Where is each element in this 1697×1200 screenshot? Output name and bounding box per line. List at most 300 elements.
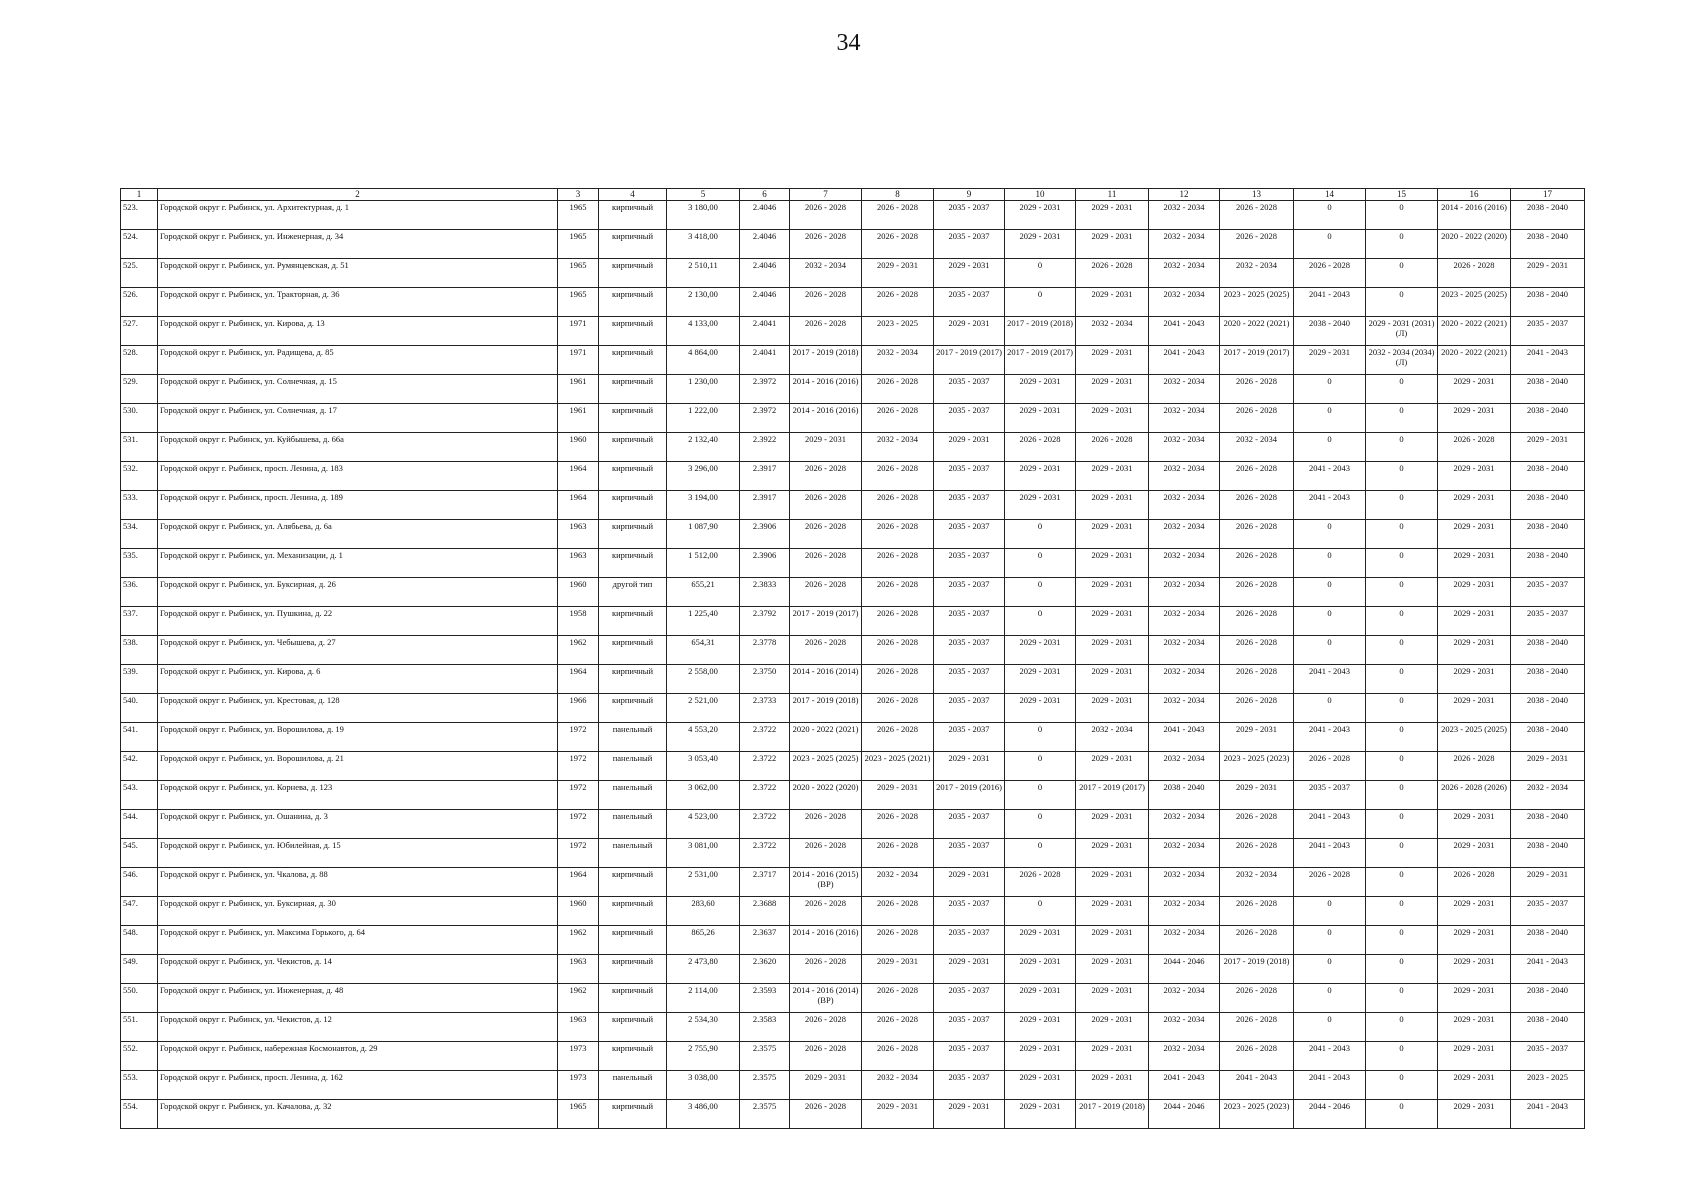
row-number-cell: 527. bbox=[121, 317, 158, 346]
row-number-cell: 534. bbox=[121, 520, 158, 549]
table-cell: 2029 - 2031 bbox=[1005, 375, 1076, 404]
column-header: 3 bbox=[558, 189, 599, 201]
table-cell: 2026 - 2028 bbox=[1294, 752, 1366, 781]
table-cell: 2032 - 2034 bbox=[1149, 926, 1220, 955]
table-cell: кирпичный bbox=[599, 433, 667, 462]
table-cell: 2.3917 bbox=[740, 462, 790, 491]
table-cell: 0 bbox=[1005, 752, 1076, 781]
table-cell: 2026 - 2028 bbox=[1438, 259, 1511, 288]
table-cell: 2029 - 2031 bbox=[1005, 491, 1076, 520]
table-cell: 1973 bbox=[558, 1042, 599, 1071]
table-row bbox=[121, 926, 1585, 955]
table-cell: 2029 - 2031 bbox=[1438, 955, 1511, 984]
table-cell: 2026 - 2028 bbox=[1220, 636, 1294, 665]
table-cell: 2029 - 2031 bbox=[1076, 491, 1149, 520]
table-cell: 0 bbox=[1366, 781, 1438, 810]
table-cell: 2026 - 2028 bbox=[790, 549, 862, 578]
table-cell: 2029 - 2031 bbox=[934, 868, 1005, 897]
table-cell: 1 225,40 bbox=[667, 607, 740, 636]
table-cell: 2026 - 2028 bbox=[1076, 259, 1149, 288]
table-cell: 2035 - 2037 bbox=[934, 636, 1005, 665]
row-number-cell: 529. bbox=[121, 375, 158, 404]
table-cell: 1960 bbox=[558, 578, 599, 607]
row-number-cell: 544. bbox=[121, 810, 158, 839]
table-cell: 2029 - 2031 bbox=[1438, 897, 1511, 926]
table-cell: 2038 - 2040 bbox=[1511, 549, 1585, 578]
table-cell: 1963 bbox=[558, 520, 599, 549]
address-cell: Городской округ г. Рыбинск, ул. Крестовая, д. 128 bbox=[158, 694, 558, 723]
table-cell: 1965 bbox=[558, 259, 599, 288]
table-cell: 2029 - 2031 bbox=[1005, 404, 1076, 433]
table-cell: 2029 - 2031 bbox=[1076, 897, 1149, 926]
table-cell: 2020 - 2022 (2021) bbox=[790, 723, 862, 752]
table-cell: 2020 - 2022 (2021) bbox=[1220, 317, 1294, 346]
table-cell: кирпичный bbox=[599, 375, 667, 404]
table-cell: 2.3688 bbox=[740, 897, 790, 926]
table-cell: 3 296,00 bbox=[667, 462, 740, 491]
address-cell: Городской округ г. Рыбинск, ул. Пушкина, д. 22 bbox=[158, 607, 558, 636]
table-cell: 2026 - 2028 bbox=[862, 636, 934, 665]
address-cell: Городской округ г. Рыбинск, ул. Буксирная, д. 30 bbox=[158, 897, 558, 926]
address-cell: Городской округ г. Рыбинск, ул. Максима Горького, д. 64 bbox=[158, 926, 558, 955]
row-number-cell: 525. bbox=[121, 259, 158, 288]
table-cell: 2029 - 2031 (2031) (Л) bbox=[1366, 317, 1438, 346]
table-cell: 2032 - 2034 bbox=[1149, 984, 1220, 1013]
table-cell: 2044 - 2046 bbox=[1149, 1100, 1220, 1129]
table-cell: кирпичный bbox=[599, 201, 667, 230]
table-row bbox=[121, 984, 1585, 1013]
table-cell: 2029 - 2031 bbox=[1005, 1100, 1076, 1129]
table-cell: 2029 - 2031 bbox=[1076, 549, 1149, 578]
table-cell: 2041 - 2043 bbox=[1511, 346, 1585, 375]
table-cell: 2026 - 2028 bbox=[790, 520, 862, 549]
table-cell: 2029 - 2031 bbox=[1076, 462, 1149, 491]
table-cell: 2035 - 2037 bbox=[934, 520, 1005, 549]
table-cell: кирпичный bbox=[599, 1042, 667, 1071]
address-cell: Городской округ г. Рыбинск, ул. Механизации, д. 1 bbox=[158, 549, 558, 578]
table-cell: 2014 - 2016 (2014) (ВР) bbox=[790, 984, 862, 1013]
table-cell: 0 bbox=[1294, 230, 1366, 259]
table-cell: 2 521,00 bbox=[667, 694, 740, 723]
table-cell: кирпичный bbox=[599, 462, 667, 491]
table-cell: 2026 - 2028 bbox=[1220, 230, 1294, 259]
table-cell: 2026 - 2028 bbox=[1438, 752, 1511, 781]
table-cell: 0 bbox=[1366, 230, 1438, 259]
table-cell: 2026 - 2028 bbox=[862, 607, 934, 636]
table-cell: кирпичный bbox=[599, 955, 667, 984]
row-number-cell: 532. bbox=[121, 462, 158, 491]
table-cell: 3 053,40 bbox=[667, 752, 740, 781]
table-cell: 0 bbox=[1366, 752, 1438, 781]
table-cell: 2026 - 2028 bbox=[1220, 926, 1294, 955]
table-cell: 2029 - 2031 bbox=[1438, 1013, 1511, 1042]
table-cell: 2032 - 2034 bbox=[1149, 897, 1220, 926]
table-cell: 1972 bbox=[558, 723, 599, 752]
table-cell: 2035 - 2037 bbox=[1511, 607, 1585, 636]
table-cell: кирпичный bbox=[599, 520, 667, 549]
table-cell: 2026 - 2028 bbox=[790, 897, 862, 926]
table-cell: 0 bbox=[1005, 520, 1076, 549]
table-cell: 2.4041 bbox=[740, 346, 790, 375]
table-cell: 2017 - 2019 (2017) bbox=[934, 346, 1005, 375]
table-cell: 0 bbox=[1366, 1100, 1438, 1129]
address-cell: Городской округ г. Рыбинск, просп. Ленина, д. 162 bbox=[158, 1071, 558, 1100]
address-cell: Городской округ г. Рыбинск, ул. Солнечная, д. 17 bbox=[158, 404, 558, 433]
address-cell: Городской округ г. Рыбинск, ул. Чкалова, д. 88 bbox=[158, 868, 558, 897]
table-cell: 0 bbox=[1294, 607, 1366, 636]
row-number-cell: 551. bbox=[121, 1013, 158, 1042]
table-cell: 2038 - 2040 bbox=[1511, 926, 1585, 955]
table-cell: 2041 - 2043 bbox=[1149, 1071, 1220, 1100]
address-cell: Городской округ г. Рыбинск, ул. Алябьева, д. 6а bbox=[158, 520, 558, 549]
table-cell: 2026 - 2028 bbox=[862, 839, 934, 868]
table-cell: 2029 - 2031 bbox=[1076, 288, 1149, 317]
table-cell: 2041 - 2043 bbox=[1511, 955, 1585, 984]
table-cell: 2029 - 2031 bbox=[934, 1100, 1005, 1129]
table-cell: 2035 - 2037 bbox=[934, 1013, 1005, 1042]
table-cell: 2038 - 2040 bbox=[1511, 462, 1585, 491]
table-cell: 2044 - 2046 bbox=[1149, 955, 1220, 984]
table-cell: 2029 - 2031 bbox=[1005, 462, 1076, 491]
table-cell: 2017 - 2019 (2016) bbox=[934, 781, 1005, 810]
table-cell: 2041 - 2043 bbox=[1294, 665, 1366, 694]
table-row bbox=[121, 549, 1585, 578]
table-cell: 2026 - 2028 bbox=[862, 1042, 934, 1071]
table-cell: 2038 - 2040 bbox=[1511, 491, 1585, 520]
table-cell: 2029 - 2031 bbox=[1076, 520, 1149, 549]
table-cell: 0 bbox=[1366, 1042, 1438, 1071]
table-cell: 4 553,20 bbox=[667, 723, 740, 752]
schedule-table-wrapper bbox=[120, 188, 1584, 1129]
table-cell: 4 864,00 bbox=[667, 346, 740, 375]
column-header: 1 bbox=[121, 189, 158, 201]
row-number-cell: 554. bbox=[121, 1100, 158, 1129]
table-cell: 2026 - 2028 bbox=[790, 1013, 862, 1042]
table-cell: 2041 - 2043 bbox=[1149, 346, 1220, 375]
table-cell: 2026 - 2028 bbox=[1220, 839, 1294, 868]
table-cell: 2029 - 2031 bbox=[1076, 346, 1149, 375]
table-row bbox=[121, 462, 1585, 491]
address-cell: Городской округ г. Рыбинск, ул. Чебышева, д. 27 bbox=[158, 636, 558, 665]
table-row bbox=[121, 1100, 1585, 1129]
table-cell: 2032 - 2034 bbox=[1076, 723, 1149, 752]
table-cell: 2029 - 2031 bbox=[1076, 578, 1149, 607]
table-cell: 1964 bbox=[558, 868, 599, 897]
address-cell: Городской округ г. Рыбинск, ул. Ворошилова, д. 21 bbox=[158, 752, 558, 781]
row-number-cell: 552. bbox=[121, 1042, 158, 1071]
table-cell: 2032 - 2034 bbox=[862, 868, 934, 897]
table-cell: 2029 - 2031 bbox=[1438, 636, 1511, 665]
table-cell: 2032 - 2034 bbox=[1149, 810, 1220, 839]
table-cell: 2035 - 2037 bbox=[934, 491, 1005, 520]
table-cell: 2026 - 2028 bbox=[790, 491, 862, 520]
table-cell: 0 bbox=[1005, 781, 1076, 810]
table-cell: 2038 - 2040 bbox=[1294, 317, 1366, 346]
address-cell: Городской округ г. Рыбинск, ул. Тракторная, д. 36 bbox=[158, 288, 558, 317]
table-cell: кирпичный bbox=[599, 491, 667, 520]
table-cell: 2.3906 bbox=[740, 520, 790, 549]
table-row bbox=[121, 578, 1585, 607]
table-row bbox=[121, 375, 1585, 404]
table-cell: 1960 bbox=[558, 433, 599, 462]
table-cell: 2038 - 2040 bbox=[1511, 810, 1585, 839]
table-cell: 2032 - 2034 bbox=[1149, 462, 1220, 491]
table-cell: 0 bbox=[1366, 520, 1438, 549]
table-cell: 2029 - 2031 bbox=[1076, 1071, 1149, 1100]
table-cell: 2038 - 2040 bbox=[1511, 694, 1585, 723]
table-cell: 2 755,90 bbox=[667, 1042, 740, 1071]
table-cell: 2029 - 2031 bbox=[1076, 201, 1149, 230]
table-cell: 1971 bbox=[558, 317, 599, 346]
table-body bbox=[121, 201, 1585, 1129]
table-cell: 2.3722 bbox=[740, 810, 790, 839]
table-cell: 0 bbox=[1366, 810, 1438, 839]
address-cell: Городской округ г. Рыбинск, ул. Ворошилова, д. 19 bbox=[158, 723, 558, 752]
table-row bbox=[121, 955, 1585, 984]
table-cell: 2029 - 2031 bbox=[1076, 810, 1149, 839]
table-cell: 2032 - 2034 bbox=[1149, 578, 1220, 607]
table-cell: 2029 - 2031 bbox=[1005, 636, 1076, 665]
column-header: 16 bbox=[1438, 189, 1511, 201]
table-row bbox=[121, 259, 1585, 288]
table-cell: 1965 bbox=[558, 288, 599, 317]
table-row bbox=[121, 665, 1585, 694]
table-cell: кирпичный bbox=[599, 259, 667, 288]
address-cell: Городской округ г. Рыбинск, ул. Радищева, д. 85 bbox=[158, 346, 558, 375]
table-cell: 2.3620 bbox=[740, 955, 790, 984]
table-cell: 2035 - 2037 bbox=[934, 404, 1005, 433]
table-cell: 2041 - 2043 bbox=[1294, 1071, 1366, 1100]
table-cell: 2029 - 2031 bbox=[1076, 752, 1149, 781]
table-cell: 2020 - 2022 (2021) bbox=[1438, 317, 1511, 346]
table-cell: 1962 bbox=[558, 926, 599, 955]
table-cell: 2014 - 2016 (2015) (ВР) bbox=[790, 868, 862, 897]
table-cell: 1973 bbox=[558, 1071, 599, 1100]
table-cell: 2029 - 2031 bbox=[1005, 665, 1076, 694]
page-number: 34 bbox=[836, 30, 861, 56]
table-row bbox=[121, 897, 1585, 926]
table-cell: 2029 - 2031 bbox=[1076, 955, 1149, 984]
table-cell: 2038 - 2040 bbox=[1511, 839, 1585, 868]
table-cell: 2023 - 2025 (2025) bbox=[790, 752, 862, 781]
table-cell: 2041 - 2043 bbox=[1294, 839, 1366, 868]
table-cell: 0 bbox=[1366, 404, 1438, 433]
table-cell: 2038 - 2040 bbox=[1511, 984, 1585, 1013]
table-cell: 0 bbox=[1294, 955, 1366, 984]
table-cell: 1971 bbox=[558, 346, 599, 375]
table-cell: 1962 bbox=[558, 636, 599, 665]
table-cell: 2029 - 2031 bbox=[1005, 926, 1076, 955]
row-number-cell: 533. bbox=[121, 491, 158, 520]
table-cell: 3 038,00 bbox=[667, 1071, 740, 1100]
table-cell: 0 bbox=[1005, 839, 1076, 868]
table-cell: 0 bbox=[1366, 897, 1438, 926]
table-cell: 2026 - 2028 bbox=[862, 810, 934, 839]
table-cell: 2026 - 2028 bbox=[1220, 201, 1294, 230]
address-cell: Городской округ г. Рыбинск, ул. Чекистов, д. 12 bbox=[158, 1013, 558, 1042]
table-cell: 2.3750 bbox=[740, 665, 790, 694]
table-cell: 0 bbox=[1366, 462, 1438, 491]
table-cell: 2029 - 2031 bbox=[1005, 1042, 1076, 1071]
column-header: 5 bbox=[667, 189, 740, 201]
address-cell: Городской округ г. Рыбинск, ул. Чекистов, д. 14 bbox=[158, 955, 558, 984]
table-cell: 2029 - 2031 bbox=[934, 317, 1005, 346]
table-cell: 2029 - 2031 bbox=[934, 752, 1005, 781]
table-cell: 2029 - 2031 bbox=[790, 1071, 862, 1100]
table-cell: 0 bbox=[1366, 259, 1438, 288]
table-row bbox=[121, 1042, 1585, 1071]
table-cell: 2029 - 2031 bbox=[862, 955, 934, 984]
table-row bbox=[121, 694, 1585, 723]
table-cell: 2029 - 2031 bbox=[1438, 1042, 1511, 1071]
table-cell: 0 bbox=[1366, 1071, 1438, 1100]
table-cell: 2026 - 2028 bbox=[790, 839, 862, 868]
table-cell: 2029 - 2031 bbox=[1076, 694, 1149, 723]
table-cell: 1 222,00 bbox=[667, 404, 740, 433]
column-header: 7 bbox=[790, 189, 862, 201]
table-cell: 2026 - 2028 bbox=[1076, 433, 1149, 462]
row-number-cell: 531. bbox=[121, 433, 158, 462]
table-cell: 2032 - 2034 bbox=[1149, 404, 1220, 433]
table-row bbox=[121, 868, 1585, 897]
table-cell: 2035 - 2037 bbox=[934, 723, 1005, 752]
table-cell: 2.3833 bbox=[740, 578, 790, 607]
table-cell: 2029 - 2031 bbox=[1438, 404, 1511, 433]
table-cell: 2032 - 2034 bbox=[862, 1071, 934, 1100]
table-row bbox=[121, 201, 1585, 230]
table-row bbox=[121, 491, 1585, 520]
table-cell: 2032 - 2034 bbox=[1220, 259, 1294, 288]
table-cell: 2032 - 2034 (2034) (Л) bbox=[1366, 346, 1438, 375]
table-cell: 2026 - 2028 bbox=[1220, 1013, 1294, 1042]
table-cell: 0 bbox=[1366, 288, 1438, 317]
table-cell: 2032 - 2034 bbox=[1149, 694, 1220, 723]
table-cell: 2032 - 2034 bbox=[1149, 375, 1220, 404]
row-number-cell: 536. bbox=[121, 578, 158, 607]
address-cell: Городской округ г. Рыбинск, ул. Корнева, д. 123 bbox=[158, 781, 558, 810]
table-cell: 1972 bbox=[558, 781, 599, 810]
table-row bbox=[121, 723, 1585, 752]
table-cell: 283,60 bbox=[667, 897, 740, 926]
column-header: 8 bbox=[862, 189, 934, 201]
row-number-cell: 545. bbox=[121, 839, 158, 868]
table-row bbox=[121, 810, 1585, 839]
table-cell: 2029 - 2031 bbox=[1005, 1013, 1076, 1042]
table-cell: 2 130,00 bbox=[667, 288, 740, 317]
table-cell: 2035 - 2037 bbox=[1294, 781, 1366, 810]
table-cell: кирпичный bbox=[599, 230, 667, 259]
table-cell: 2041 - 2043 bbox=[1220, 1071, 1294, 1100]
table-cell: 2014 - 2016 (2016) bbox=[1438, 201, 1511, 230]
table-cell: 2029 - 2031 bbox=[1438, 1071, 1511, 1100]
table-cell: 2029 - 2031 bbox=[1511, 868, 1585, 897]
table-cell: 1972 bbox=[558, 839, 599, 868]
table-cell: 2035 - 2037 bbox=[934, 926, 1005, 955]
table-cell: 2029 - 2031 bbox=[934, 433, 1005, 462]
address-cell: Городской округ г. Рыбинск, ул. Кирова, д. 13 bbox=[158, 317, 558, 346]
row-number-cell: 528. bbox=[121, 346, 158, 375]
address-cell: Городской округ г. Рыбинск, ул. Солнечная, д. 15 bbox=[158, 375, 558, 404]
table-cell: 2035 - 2037 bbox=[934, 288, 1005, 317]
table-cell: 2029 - 2031 bbox=[1294, 346, 1366, 375]
table-cell: 2026 - 2028 bbox=[862, 694, 934, 723]
table-cell: 2023 - 2025 (2021) bbox=[862, 752, 934, 781]
table-cell: 2026 - 2028 bbox=[862, 462, 934, 491]
table-cell: 2029 - 2031 bbox=[1438, 839, 1511, 868]
table-cell: кирпичный bbox=[599, 665, 667, 694]
table-cell: 2.4046 bbox=[740, 288, 790, 317]
address-cell: Городской округ г. Рыбинск, ул. Инженерная, д. 34 bbox=[158, 230, 558, 259]
table-cell: 2038 - 2040 bbox=[1511, 201, 1585, 230]
table-cell: 2041 - 2043 bbox=[1294, 810, 1366, 839]
table-cell: 2044 - 2046 bbox=[1294, 1100, 1366, 1129]
table-cell: 2035 - 2037 bbox=[1511, 897, 1585, 926]
row-number-cell: 524. bbox=[121, 230, 158, 259]
table-cell: 2029 - 2031 bbox=[1005, 984, 1076, 1013]
table-cell: 1 512,00 bbox=[667, 549, 740, 578]
table-cell: 2035 - 2037 bbox=[934, 549, 1005, 578]
row-number-cell: 550. bbox=[121, 984, 158, 1013]
table-cell: 2017 - 2019 (2018) bbox=[1220, 955, 1294, 984]
table-cell: 2029 - 2031 bbox=[1511, 259, 1585, 288]
table-cell: 2029 - 2031 bbox=[790, 433, 862, 462]
table-row bbox=[121, 1071, 1585, 1100]
table-cell: 2026 - 2028 bbox=[1220, 375, 1294, 404]
table-cell: панельный bbox=[599, 1071, 667, 1100]
row-number-cell: 542. bbox=[121, 752, 158, 781]
row-number-cell: 547. bbox=[121, 897, 158, 926]
table-cell: 2038 - 2040 bbox=[1511, 520, 1585, 549]
table-cell: 2032 - 2034 bbox=[1149, 259, 1220, 288]
table-cell: 2041 - 2043 bbox=[1294, 462, 1366, 491]
address-cell: Городской округ г. Рыбинск, ул. Куйбышева, д. 66а bbox=[158, 433, 558, 462]
table-cell: 0 bbox=[1366, 433, 1438, 462]
table-cell: 2041 - 2043 bbox=[1511, 1100, 1585, 1129]
table-cell: 2026 - 2028 bbox=[1438, 868, 1511, 897]
table-cell: 1 230,00 bbox=[667, 375, 740, 404]
table-cell: 2 531,00 bbox=[667, 868, 740, 897]
row-number-cell: 526. bbox=[121, 288, 158, 317]
table-cell: 0 bbox=[1294, 636, 1366, 665]
table-cell: 2026 - 2028 (2026) bbox=[1438, 781, 1511, 810]
table-cell: 0 bbox=[1366, 694, 1438, 723]
table-cell: 1 087,90 bbox=[667, 520, 740, 549]
table-cell: 654,31 bbox=[667, 636, 740, 665]
table-cell: 2 114,00 bbox=[667, 984, 740, 1013]
table-cell: 1964 bbox=[558, 665, 599, 694]
table-cell: 2017 - 2019 (2018) bbox=[790, 346, 862, 375]
table-cell: 2023 - 2025 (2023) bbox=[1220, 752, 1294, 781]
table-cell: 2041 - 2043 bbox=[1294, 723, 1366, 752]
table-cell: 0 bbox=[1366, 665, 1438, 694]
table-cell: 2026 - 2028 bbox=[862, 897, 934, 926]
row-number-cell: 541. bbox=[121, 723, 158, 752]
table-cell: 2032 - 2034 bbox=[1149, 491, 1220, 520]
table-cell: 2.3575 bbox=[740, 1042, 790, 1071]
table-cell: 1958 bbox=[558, 607, 599, 636]
table-cell: 2029 - 2031 bbox=[1438, 520, 1511, 549]
table-cell: кирпичный bbox=[599, 694, 667, 723]
column-header: 9 bbox=[934, 189, 1005, 201]
row-number-cell: 553. bbox=[121, 1071, 158, 1100]
table-cell: 0 bbox=[1294, 201, 1366, 230]
table-cell: 2026 - 2028 bbox=[790, 810, 862, 839]
table-cell: 0 bbox=[1366, 868, 1438, 897]
table-cell: 2.3717 bbox=[740, 868, 790, 897]
table-cell: 0 bbox=[1366, 491, 1438, 520]
table-cell: 0 bbox=[1294, 520, 1366, 549]
address-cell: Городской округ г. Рыбинск, ул. Кирова, д. 6 bbox=[158, 665, 558, 694]
